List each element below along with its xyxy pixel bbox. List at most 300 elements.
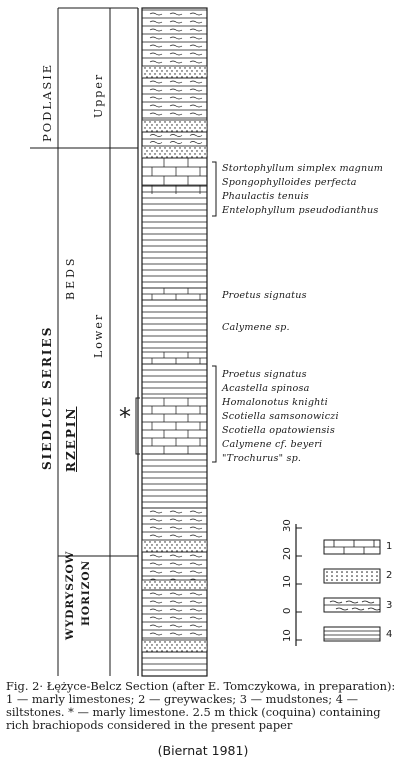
greywacke-layer <box>164 127 165 128</box>
greywacke-layer <box>174 67 175 68</box>
greywacke-layer <box>171 550 172 551</box>
lower-label: Lower <box>92 312 105 358</box>
greywacke-layer <box>196 650 197 651</box>
mudstone-layer <box>170 89 182 91</box>
greywacke-layer <box>191 650 192 651</box>
mudstone-layer <box>150 97 162 99</box>
mudstone-layer <box>150 625 162 627</box>
greywacke-layer <box>169 641 170 642</box>
greywacke-layer <box>156 644 157 645</box>
greywacke-layer <box>199 153 200 154</box>
greywacke-layer <box>161 544 162 545</box>
legend-swatch-greywacke <box>356 571 358 573</box>
legend-swatch-greywacke <box>376 579 378 581</box>
greywacke-layer <box>156 544 157 545</box>
greywacke-layer <box>144 547 145 548</box>
mudstone-layer <box>170 53 182 55</box>
greywacke-layer <box>159 641 160 642</box>
greywacke-layer <box>166 130 167 131</box>
greywacke-layer <box>184 67 185 68</box>
greywacke-layer <box>161 76 162 77</box>
taxon-scotiella-opatowiensis: Scotiella opatowiensis <box>222 425 335 436</box>
greywacke-layer <box>161 156 162 157</box>
greywacke-layer <box>169 127 170 128</box>
mudstone-layer <box>190 21 202 23</box>
greywacke-layer <box>189 67 190 68</box>
greywacke-layer <box>194 121 195 122</box>
greywacke-layer <box>191 156 192 157</box>
greywacke-layer <box>189 581 190 582</box>
greywacke-layer <box>166 70 167 71</box>
greywacke-layer <box>206 124 207 125</box>
greywacke-layer <box>146 550 147 551</box>
greywacke-layer <box>189 641 190 642</box>
greywacke-layer <box>149 67 150 68</box>
greywacke-layer <box>181 130 182 131</box>
greywacke-layer <box>194 67 195 68</box>
upper-label: Upper <box>92 72 105 118</box>
greywacke-layer <box>146 156 147 157</box>
greywacke-layer <box>206 150 207 151</box>
greywacke-layer <box>179 127 180 128</box>
greywacke-layer <box>201 70 202 71</box>
greywacke-layer <box>189 73 190 74</box>
mudstone-layer <box>190 511 202 513</box>
greywacke-layer <box>156 70 157 71</box>
mudstone-layer <box>150 519 162 521</box>
mudstone-layer <box>190 601 202 603</box>
mudstone-layer <box>170 29 182 31</box>
mudstone-layer <box>170 105 182 107</box>
greywacke-layer <box>166 156 167 157</box>
greywacke-layer <box>149 641 150 642</box>
mudstone-layer <box>150 511 162 513</box>
greywacke-layer <box>196 644 197 645</box>
greywacke-layer <box>176 156 177 157</box>
greywacke-layer <box>154 587 155 588</box>
greywacke-layer <box>146 124 147 125</box>
legend-label-3: 3 <box>386 600 393 611</box>
mudstone-layer <box>150 89 162 91</box>
mudstone-layer <box>190 61 202 63</box>
greywacke-layer <box>186 584 187 585</box>
scale-tick-10b: 10 <box>282 629 293 642</box>
legend-swatch-greywacke <box>331 571 333 573</box>
scale-tick-10a: 10 <box>282 575 293 588</box>
mudstone-layer <box>150 135 162 137</box>
greywacke-layer <box>196 70 197 71</box>
legend-swatch-greywacke <box>361 575 363 577</box>
greywacke-layer <box>174 121 175 122</box>
greywacke-layer <box>196 130 197 131</box>
greywacke-layer <box>166 150 167 151</box>
legend-swatch-greywacke <box>371 575 373 577</box>
greywacke-layer <box>191 550 192 551</box>
greywacke-layer <box>201 544 202 545</box>
greywacke-layer <box>199 73 200 74</box>
mudstone-layer <box>190 633 202 635</box>
greywacke-layer <box>196 76 197 77</box>
mudstone-layer <box>150 527 162 529</box>
greywacke-layer <box>176 70 177 71</box>
greywacke-layer <box>199 147 200 148</box>
legend-swatch-greywacke <box>346 575 348 577</box>
greywacke-layer <box>161 70 162 71</box>
greywacke-layer <box>159 147 160 148</box>
greywacke-layer <box>156 550 157 551</box>
greywacke-layer <box>186 156 187 157</box>
mudstone-layer <box>150 563 162 565</box>
mudstone-layer <box>190 617 202 619</box>
greywacke-layer <box>204 587 205 588</box>
mudstone-layer <box>190 105 202 107</box>
greywacke-layer <box>196 156 197 157</box>
greywacke-layer <box>149 73 150 74</box>
figure-caption: Fig. 2· Łężyce-Belcz Section (after E. Tomczykowa, in preparation): 1 — marly limestones; 2 — greywackes; 3 — mudstones; 4 — siltstones. * — marly limestone. 2.5 m thick (coquina) containing rich brachiopods considered in the present paper <box>6 679 396 732</box>
greywacke-layer <box>154 67 155 68</box>
greywacke-layer <box>204 647 205 648</box>
greywacke-layer <box>184 127 185 128</box>
greywacke-layer <box>179 581 180 582</box>
greywacke-layer <box>161 130 162 131</box>
greywacke-layer <box>164 587 165 588</box>
taxon-scotiella-samsonowiczi: Scotiella samsonowiczi <box>222 411 339 422</box>
greywacke-layer <box>181 650 182 651</box>
greywacke-layer <box>206 584 207 585</box>
mudstone-layer <box>190 37 202 39</box>
greywacke-layer <box>149 587 150 588</box>
scale-tick-30: 30 <box>282 519 293 532</box>
legend-swatch-greywacke <box>341 571 343 573</box>
greywacke-layer <box>201 156 202 157</box>
greywacke-layer <box>156 156 157 157</box>
greywacke-layer <box>199 547 200 548</box>
legend-swatch-greywacke <box>376 571 378 573</box>
horizon-label: HORIZON <box>80 559 92 626</box>
legend-swatch-greywacke <box>326 571 328 573</box>
mudstone-layer <box>190 609 202 611</box>
greywacke-layer <box>169 121 170 122</box>
mudstone-layer <box>170 555 182 557</box>
legend-swatch-greywacke <box>351 575 353 577</box>
greywacke-layer <box>194 147 195 148</box>
greywacke-layer <box>159 581 160 582</box>
greywacke-layer <box>164 67 165 68</box>
greywacke-layer <box>191 130 192 131</box>
greywacke-layer <box>206 544 207 545</box>
greywacke-layer <box>144 67 145 68</box>
mudstone-layer <box>150 633 162 635</box>
legend-label-4: 4 <box>386 629 393 640</box>
legend-swatch-greywacke <box>371 571 373 573</box>
mudstone-layer <box>190 135 202 137</box>
podlasie-series-label: PODLASIE <box>40 62 54 142</box>
greywacke-layer <box>146 150 147 151</box>
greywacke-layer <box>189 153 190 154</box>
greywacke-layer <box>186 544 187 545</box>
mudstone-layer <box>190 13 202 15</box>
greywacke-layer <box>189 547 190 548</box>
mudstone-layer <box>190 53 202 55</box>
greywacke-layer <box>176 550 177 551</box>
greywacke-layer <box>191 70 192 71</box>
mudstone-layer <box>150 37 162 39</box>
mudstone-layer <box>170 617 182 619</box>
greywacke-layer <box>179 541 180 542</box>
mudstone-layer <box>190 535 202 537</box>
greywacke-layer <box>156 650 157 651</box>
greywacke-layer <box>156 584 157 585</box>
legend-swatch-greywacke <box>336 579 338 581</box>
greywacke-layer <box>189 127 190 128</box>
mudstone-layer <box>170 81 182 83</box>
mudstone-layer <box>190 527 202 529</box>
greywacke-layer <box>154 153 155 154</box>
greywacke-layer <box>164 121 165 122</box>
greywacke-layer <box>204 121 205 122</box>
greywacke-layer <box>204 547 205 548</box>
greywacke-layer <box>156 130 157 131</box>
rzepin-label: RZEPIN <box>64 406 78 472</box>
taxon-spongophylloides: Spongophylloides perfecta <box>222 177 357 188</box>
greywacke-layer <box>161 650 162 651</box>
mudstone-layer <box>150 609 162 611</box>
greywacke-layer <box>194 587 195 588</box>
greywacke-layer <box>164 647 165 648</box>
mudstone-layer <box>170 61 182 63</box>
greywacke-layer <box>174 153 175 154</box>
legend-swatch-greywacke <box>346 579 348 581</box>
greywacke-layer <box>156 76 157 77</box>
greywacke-layer <box>174 547 175 548</box>
mudstone-layer <box>190 571 202 573</box>
legend-label-1: 1 <box>386 541 393 552</box>
greywacke-layer <box>149 127 150 128</box>
greywacke-layer <box>196 544 197 545</box>
greywacke-layer <box>144 73 145 74</box>
greywacke-layer <box>181 150 182 151</box>
legend-swatch-greywacke <box>346 571 348 573</box>
greywacke-layer <box>154 127 155 128</box>
greywacke-layer <box>174 587 175 588</box>
greywacke-layer <box>174 147 175 148</box>
greywacke-layer <box>154 647 155 648</box>
greywacke-layer <box>201 76 202 77</box>
greywacke-layer <box>176 584 177 585</box>
greywacke-layer <box>194 73 195 74</box>
greywacke-layer <box>171 150 172 151</box>
greywacke-layer <box>201 650 202 651</box>
mudstone-layer <box>170 113 182 115</box>
legend-swatch-greywacke <box>331 579 333 581</box>
greywacke-layer <box>184 153 185 154</box>
taxon-trochurus: "Trochurus" sp. <box>222 453 302 464</box>
greywacke-layer <box>166 550 167 551</box>
legend-swatch-greywacke <box>361 571 363 573</box>
greywacke-layer <box>184 147 185 148</box>
greywacke-layer <box>174 647 175 648</box>
greywacke-layer <box>169 587 170 588</box>
greywacke-layer <box>184 121 185 122</box>
greywacke-layer <box>169 581 170 582</box>
greywacke-layer <box>151 150 152 151</box>
greywacke-layer <box>144 147 145 148</box>
greywacke-layer <box>159 541 160 542</box>
greywacke-layer <box>184 541 185 542</box>
greywacke-layer <box>169 541 170 542</box>
greywacke-layer <box>179 73 180 74</box>
mudstone-layer <box>150 535 162 537</box>
greywacke-layer <box>161 584 162 585</box>
greywacke-layer <box>159 127 160 128</box>
greywacke-layer <box>159 587 160 588</box>
mudstone-layer <box>150 601 162 603</box>
greywacke-layer <box>161 150 162 151</box>
mudstone-layer <box>170 511 182 513</box>
greywacke-layer <box>186 550 187 551</box>
greywacke-layer <box>204 73 205 74</box>
greywacke-layer <box>156 150 157 151</box>
greywacke-layer <box>146 644 147 645</box>
greywacke-layer <box>171 130 172 131</box>
greywacke-layer <box>151 584 152 585</box>
greywacke-layer <box>159 547 160 548</box>
greywacke-layer <box>149 647 150 648</box>
greywacke-layer <box>166 650 167 651</box>
greywacke-layer <box>176 544 177 545</box>
mudstone-layer <box>170 563 182 565</box>
greywacke-layer <box>181 156 182 157</box>
greywacke-layer <box>144 121 145 122</box>
figure-credit: (Biernat 1981) <box>157 743 249 758</box>
greywacke-layer <box>149 147 150 148</box>
greywacke-layer <box>186 150 187 151</box>
greywacke-layer <box>191 544 192 545</box>
greywacke-layer <box>164 641 165 642</box>
greywacke-layer <box>206 70 207 71</box>
mudstone-layer <box>190 555 202 557</box>
taxon-homalonotus-knighti: Homalonotus knighti <box>222 397 328 408</box>
greywacke-layer <box>159 73 160 74</box>
greywacke-layer <box>186 650 187 651</box>
greywacke-layer <box>164 153 165 154</box>
greywacke-layer <box>174 541 175 542</box>
greywacke-layer <box>189 121 190 122</box>
greywacke-layer <box>186 644 187 645</box>
mudstone-layer <box>150 61 162 63</box>
legend-swatch-greywacke <box>326 579 328 581</box>
greywacke-layer <box>171 70 172 71</box>
greywacke-layer <box>201 644 202 645</box>
greywacke-layer <box>171 584 172 585</box>
greywacke-layer <box>206 550 207 551</box>
greywacke-layer <box>169 647 170 648</box>
greywacke-layer <box>191 124 192 125</box>
greywacke-layer <box>196 584 197 585</box>
scale-tick-20: 20 <box>282 547 293 560</box>
legend-label-2: 2 <box>386 570 393 581</box>
greywacke-layer <box>146 76 147 77</box>
mudstone-layer <box>190 563 202 565</box>
greywacke-layer <box>194 541 195 542</box>
greywacke-layer <box>194 547 195 548</box>
greywacke-layer <box>154 121 155 122</box>
wydryszow-label: WYDRYSZOW <box>64 550 76 640</box>
greywacke-layer <box>169 153 170 154</box>
greywacke-layer <box>154 581 155 582</box>
greywacke-layer <box>191 150 192 151</box>
greywacke-layer <box>179 587 180 588</box>
mudstone-layer <box>170 21 182 23</box>
greywacke-layer <box>154 641 155 642</box>
greywacke-layer <box>171 644 172 645</box>
greywacke-layer <box>181 544 182 545</box>
mudstone-layer <box>170 135 182 137</box>
greywacke-layer <box>199 581 200 582</box>
fossil-bracket-group-4 <box>212 366 216 462</box>
greywacke-layer <box>174 641 175 642</box>
mudstone-layer <box>190 519 202 521</box>
greywacke-layer <box>176 124 177 125</box>
greywacke-layer <box>189 147 190 148</box>
greywacke-layer <box>201 550 202 551</box>
greywacke-layer <box>179 153 180 154</box>
greywacke-layer <box>166 644 167 645</box>
greywacke-layer <box>189 647 190 648</box>
mudstone-layer <box>170 527 182 529</box>
mudstone-layer <box>190 45 202 47</box>
mudstone-layer <box>150 13 162 15</box>
greywacke-layer <box>146 70 147 71</box>
greywacke-layer <box>199 641 200 642</box>
greywacke-layer <box>149 121 150 122</box>
greywacke-layer <box>151 650 152 651</box>
greywacke-layer <box>154 147 155 148</box>
greywacke-layer <box>184 641 185 642</box>
greywacke-layer <box>204 153 205 154</box>
greywacke-layer <box>146 544 147 545</box>
legend-swatch-greywacke <box>336 571 338 573</box>
greywacke-layer <box>166 544 167 545</box>
mudstone-layer <box>190 97 202 99</box>
greywacke-layer <box>151 124 152 125</box>
legend-swatch-greywacke <box>366 579 368 581</box>
greywacke-layer <box>194 153 195 154</box>
greywacke-layer <box>206 156 207 157</box>
greywacke-layer <box>169 147 170 148</box>
greywacke-layer <box>181 76 182 77</box>
fossil-bracket-group-1 <box>212 162 216 216</box>
greywacke-layer <box>166 584 167 585</box>
mudstone-layer <box>150 555 162 557</box>
mudstone-layer <box>190 81 202 83</box>
greywacke-layer <box>159 121 160 122</box>
taxon-entelophyllum: Entelophyllum pseudodianthus <box>222 205 379 216</box>
greywacke-layer <box>159 153 160 154</box>
mudstone-layer <box>170 625 182 627</box>
greywacke-layer <box>199 541 200 542</box>
greywacke-layer <box>151 70 152 71</box>
taxon-phaulactis: Phaulactis tenuis <box>222 191 309 202</box>
greywacke-layer <box>166 76 167 77</box>
mudstone-layer <box>150 617 162 619</box>
greywacke-layer <box>196 150 197 151</box>
legend-swatch-greywacke <box>356 575 358 577</box>
greywacke-layer <box>169 73 170 74</box>
mudstone-layer <box>150 45 162 47</box>
greywacke-layer <box>171 544 172 545</box>
greywacke-layer <box>164 73 165 74</box>
